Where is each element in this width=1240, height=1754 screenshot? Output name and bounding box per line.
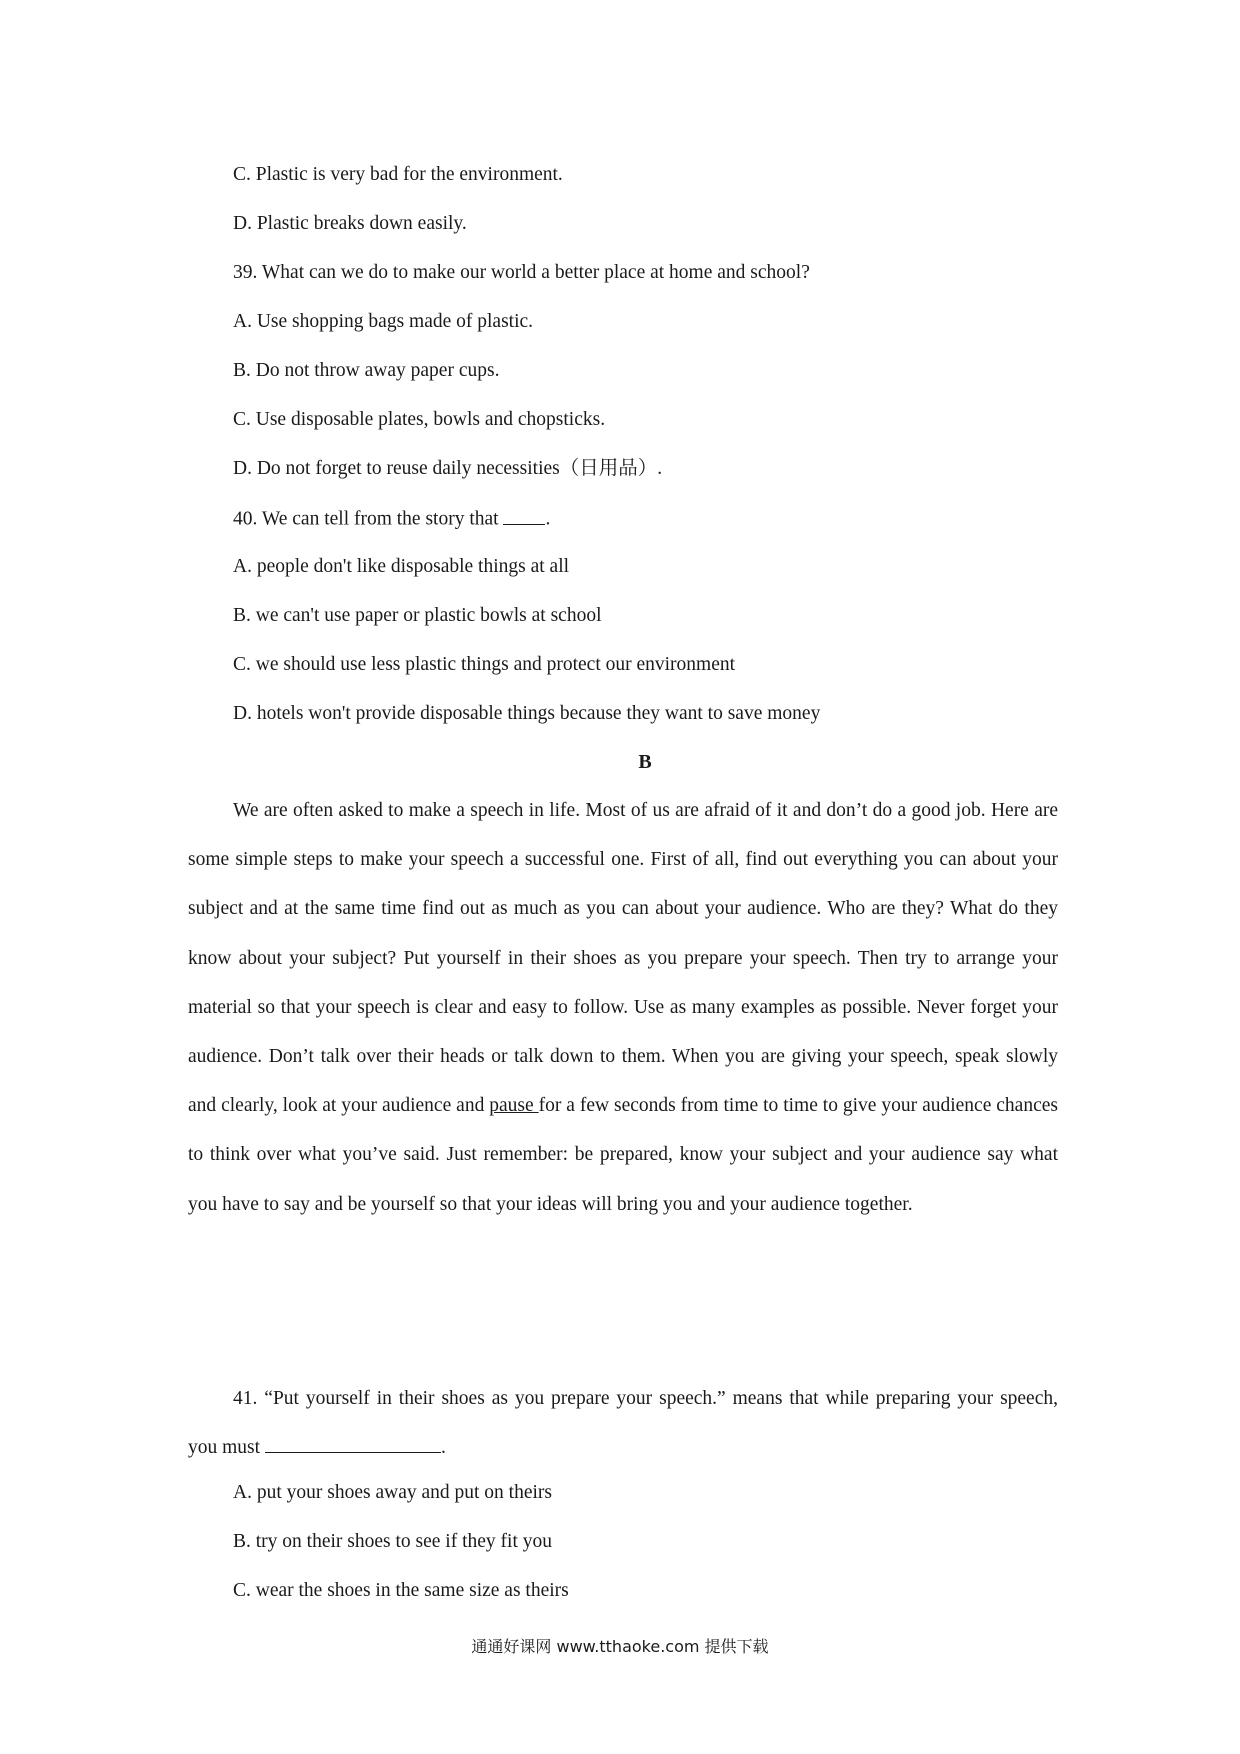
q41-question-end: . xyxy=(440,1437,446,1458)
q38-option-c: C. Plastic is very bad for the environment. xyxy=(233,164,563,185)
section-b-heading: B xyxy=(638,751,652,773)
q39-option-a: A. Use shopping bags made of plastic. xyxy=(233,311,534,332)
q39-question: 39. What can we do to make our world a better place at home and school? xyxy=(233,262,810,283)
q40-option-d: D. hotels won't provide disposable things because they want to save money xyxy=(233,703,821,724)
section-b-passage xyxy=(188,786,1058,1229)
q39-option-b: B. Do not throw away paper cups. xyxy=(233,360,500,381)
q40-question-text: 40. We can tell from the story that xyxy=(233,508,499,530)
q40-option-c: C. we should use less plastic things and protect our environment xyxy=(233,654,736,675)
passage-part-2: for a few seconds from time to time to give your audience chances to think over what you’ve said. Just remember: be prepared, know your subject and your audience say what you have to say and be yourself so that your ideas will bring you and your audience together. xyxy=(188,1095,1058,1215)
q40-option-b: B. we can't use paper or plastic bowls at school xyxy=(233,605,602,626)
q41-question-text: 41. “Put yourself in their shoes as you prepare your speech.” means that while preparing your speech, you must xyxy=(188,1388,1058,1458)
page-footer: 通通好课网 www.tthaoke.com 提供下载 xyxy=(471,1637,769,1656)
q40-question xyxy=(233,506,550,532)
q40-option-a: A. people don't like disposable things at all xyxy=(233,556,570,577)
q41-option-a: A. put your shoes away and put on theirs xyxy=(233,1482,552,1503)
q41-question xyxy=(188,1374,1058,1472)
q38-option-d: D. Plastic breaks down easily. xyxy=(233,213,467,234)
q39-option-d: D. Do not forget to reuse daily necessities（日用品）. xyxy=(233,458,663,479)
q39-option-c: C. Use disposable plates, bowls and chopsticks. xyxy=(233,409,606,430)
answer-blank xyxy=(265,1434,441,1453)
answer-blank xyxy=(503,506,545,525)
q41-option-b: B. try on their shoes to see if they fit you xyxy=(233,1531,552,1552)
q41-option-c: C. wear the shoes in the same size as theirs xyxy=(233,1580,569,1601)
passage-part-1: We are often asked to make a speech in life. Most of us are afraid of it and don’t do a good job. Here are some simple steps to make your speech a successful one. First of all, find out everything you can about your subject and at the same time find out as much as you can about your audience. Who are they? What do they know about your subject? Put yourself in their shoes as you prepare your speech. Then try to arrange your material so that your speech is clear and easy to follow. Use as many examples as possible. Never forget your audience. Don’t talk over their heads or talk down to them. When you are giving your speech, speak slowly and clearly, look at your audience and xyxy=(188,800,1058,1117)
underlined-word-pause: pause xyxy=(489,1095,539,1117)
q40-question-end: . xyxy=(545,508,551,530)
